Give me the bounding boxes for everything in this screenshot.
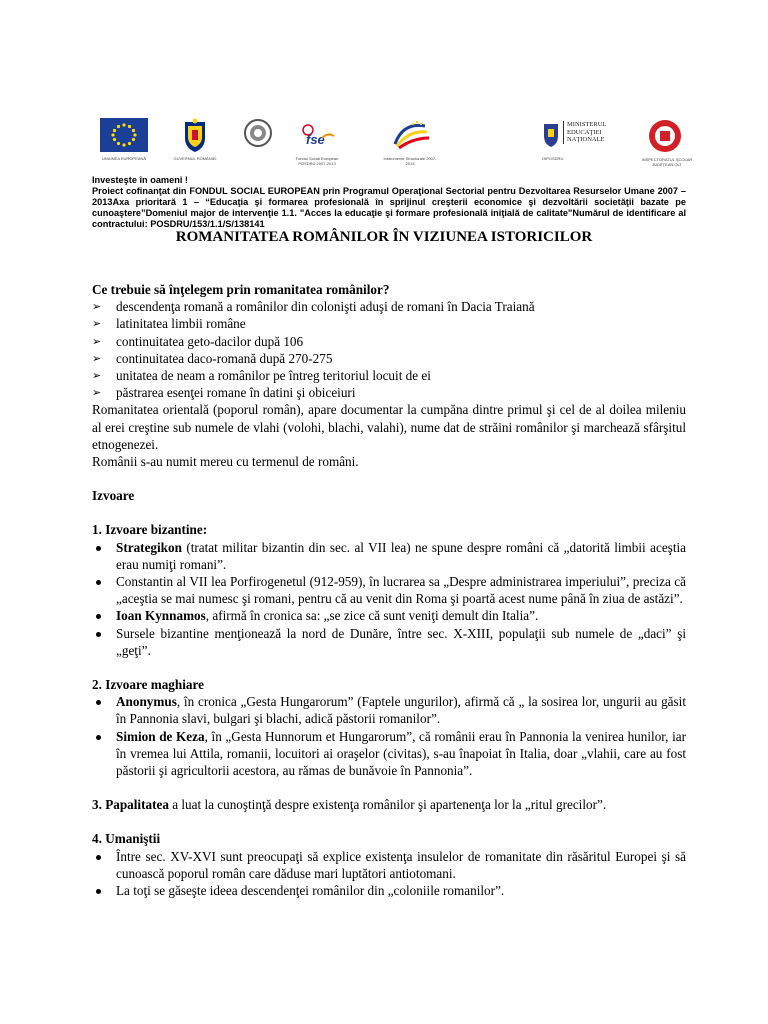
subsection-heading: 1. Izvoare bizantine:: [92, 522, 208, 538]
bullet-icon: [96, 735, 101, 740]
fse-logo: fse Fondul Social European POSDRU 2007-2013: [292, 118, 342, 157]
list-item: Sursele bizantine menţionează la nord de Dunăre, între sec. X-XIII, populaţii sub numele de „daci” şi „geţi”.: [92, 625, 686, 659]
section-heading: Izvoare: [92, 488, 135, 504]
bullet-icon: [96, 855, 101, 860]
list-item: ➢ latinitatea limbii române: [92, 316, 246, 332]
list-item: Strategikon (tratat militar bizantin din sec. al VII lea) ne spune despre români că „datorită limbii aceştia erau numiţi romani”.: [92, 539, 686, 573]
list-item: Ioan Kynnamos, afirmă în cronica sa: „se zice că sunt veniţi demult din Italia”.: [92, 607, 686, 624]
svg-text:fse: fse: [306, 132, 325, 147]
list-item: ➢ descendenţa romană a românilor din colonişti aduşi de romani în Dacia Traiană: [92, 299, 535, 315]
bullet-icon: [96, 889, 101, 894]
section-heading: Ce trebuie să înţelegem prin romanitatea românilor?: [92, 282, 390, 297]
sponsor-logo-strip: UNIUNEA EUROPEANĂ GUVERNUL ROMÂNIEI fse Fondul Social European POSDRU 2007-2013 Instrumente Structurale 2007-2013 MINISTERUL EDUCAŢIEI NAŢIONALE OIPOSDRU INSPECTORATUL ŞCOLAR JUDEŢEAN OLT: [95, 118, 695, 170]
instrumente-structurale-logo: Instrumente Structurale 2007-2013: [387, 118, 433, 157]
list-item: ➢ unitatea de neam a românilor pe întreg teritoriul locuit de ei: [92, 368, 431, 384]
page-title: ROMANITATEA ROMÂNILOR ÎN VIZIUNEA ISTORICILOR: [175, 229, 593, 245]
bullet-icon: [96, 700, 101, 705]
romanitate-list: [92, 298, 686, 401]
romanian-government-crest-logo: GUVERNUL ROMÂNIEI: [180, 118, 210, 159]
list-item: Între sec. XV-XVI sunt preocupaţi să explice existenţa insulelor de romanitate din răsăritul Europei şi să cunoască poporul român care dăduse mari luptători antiotomani.: [92, 848, 686, 882]
subsection-heading: 2. Izvoare maghiare: [92, 677, 204, 693]
list-item: La toţi se găseşte ideea descendenţei românilor din „coloniile romanilor”.: [92, 882, 686, 899]
umanisti-list: [92, 848, 686, 900]
arrow-bullet-icon: ➢: [92, 386, 102, 400]
list-item: Anonymus, în cronica „Gesta Hungarorum” (Faptele ungurilor), afirmă că „ la sosirea lor, ungurii au găsit în Pannonia slavi, bulgari şi blachi, adică păstorii romanilor”.: [92, 693, 686, 727]
arrow-bullet-icon: ➢: [92, 300, 102, 314]
paragraph: Românii s-au numit mereu cu termenul de români.: [92, 454, 359, 470]
bullet-icon: [96, 580, 101, 585]
eu-flag-logo: UNIUNEA EUROPEANĂ: [100, 118, 148, 157]
arrow-bullet-icon: ➢: [92, 317, 102, 331]
subsection-heading: 4. Umaniştii: [92, 831, 161, 847]
arrow-bullet-icon: ➢: [92, 334, 102, 348]
project-header: [92, 175, 686, 230]
paragraph: Romanitatea orientală (poporul român), apare documentar la cumpăna dintre primul şi cel de al doilea mileniu al erei creştine sub numele de vlahi (volohi, blachi, valahi), nume dat de străini românilor şi marchează sfârşitul etnogenezei.: [92, 402, 686, 452]
bullet-icon: [96, 614, 101, 619]
header-slogan: Investeşte în oameni !: [92, 175, 188, 185]
bullet-icon: [96, 632, 101, 637]
arrow-bullet-icon: ➢: [92, 351, 102, 365]
bizantine-list: [92, 539, 686, 659]
list-item: ➢ continuitatea geto-dacilor după 106: [92, 333, 304, 349]
isj-olt-logo: INSPECTORATUL ŞCOLAR JUDEŢEAN OLT: [645, 118, 693, 159]
list-item: ➢ continuitatea daco-romană după 270-275: [92, 350, 333, 366]
document-body: [92, 281, 686, 899]
list-item: Simion de Keza, în „Gesta Hunnorum et Hungarorum”, că românii erau în Pannonia la venirea hunilor, iar în vremea lui Attila, romanii, locuitori ai oraşelor (civitas), s-au înapoiat în Italia, doar „vlahii, care au fost păstorii şi agricultorii acestora, au rămas de bunăvoie în Pannonia”.: [92, 728, 686, 780]
list-item: ➢ păstrarea esenţei romane în datini şi obiceiuri: [92, 385, 356, 401]
list-item: Constantin al VII lea Porfirogenetul (912-959), în lucrarea sa „Despre administrarea imperiului”, preciza că „aceştia se mai numesc şi romani, pentru că au venit din Roma şi poartă acest nume până în ziua de astăzi”.: [92, 573, 686, 607]
header-project-info: Proiect cofinanţat din FONDUL SOCIAL EUROPEAN prin Programul Operaţional Sectorial pentru Dezvoltarea Resurselor Umane 2007 – 2013Axa prioritară 1 – “Educaţia şi formarea profesională în sprijinul creşterii economice şi dezvoltării societăţii bazate pe cunoaştere”Domeniul major de intervenţie 1.1. "Acces la educaţie şi formare profesională iniţială de calitate"Numărul de identificare al contractului: POSDRU/153/1.1/S/138141: [92, 186, 686, 229]
papalitatea-paragraph: 3. Papalitatea a luat la cunoştinţă despre existenţa românilor şi apartenenţa lor la „ritul grecilor”.: [92, 797, 607, 813]
maghiare-list: [92, 693, 686, 779]
arrow-bullet-icon: ➢: [92, 369, 102, 383]
bullet-icon: [96, 546, 101, 551]
ministry-seal-logo: [243, 118, 273, 153]
